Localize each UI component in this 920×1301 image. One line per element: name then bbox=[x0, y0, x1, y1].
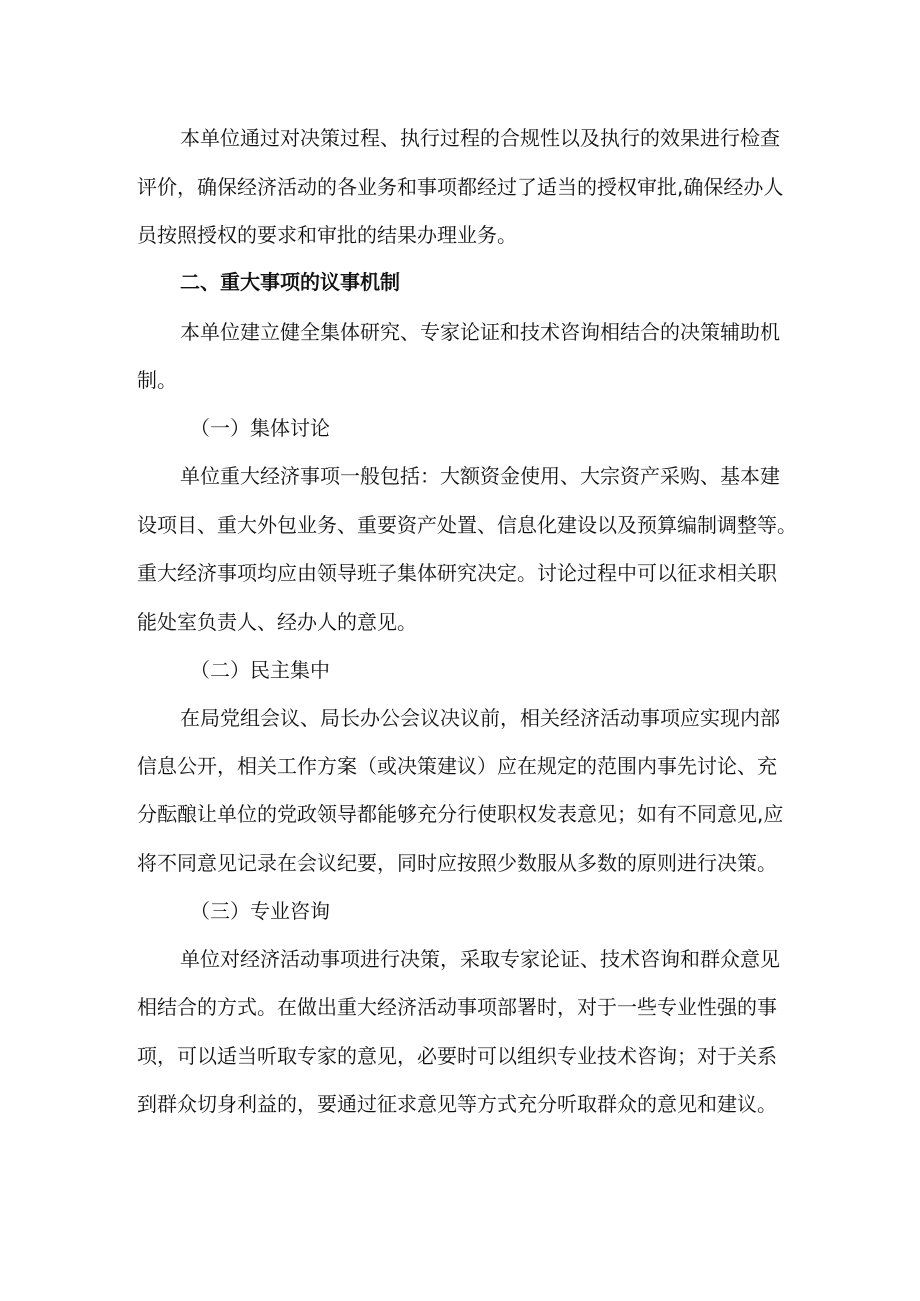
paragraph-line: 将不同意见记录在会议纪要，同时应按照少数服从多数的原则进行决策。 bbox=[137, 851, 777, 875]
paragraph-line: 本单位通过对决策过程、执行过程的合规性以及执行的效果进行检查 bbox=[180, 126, 780, 150]
section-heading: 二、重大事项的议事机制 bbox=[180, 270, 400, 294]
paragraph-line: 单位重大经济事项一般包括：大额资金使用、大宗资产采购、基本建 bbox=[180, 464, 780, 488]
subsection-title: （一）集体讨论 bbox=[190, 416, 330, 440]
subsection-title: （三）专业咨询 bbox=[190, 899, 330, 923]
paragraph-line: 到群众切身利益的，要通过征求意见等方式充分听取群众的意见和建议。 bbox=[137, 1092, 777, 1116]
paragraph-line: 制。 bbox=[137, 368, 177, 392]
paragraph-line: 员按照授权的要求和审批的结果办理业务。 bbox=[137, 223, 517, 247]
paragraph-line: 设项目、重大外包业务、重要资产处置、信息化建设以及预算编制调整等。 bbox=[137, 513, 797, 537]
paragraph-line: 本单位建立健全集体研究、专家论证和技术咨询相结合的决策辅助机 bbox=[180, 320, 780, 344]
paragraph-line: 相结合的方式。在做出重大经济活动事项部署时，对于一些专业性强的事 bbox=[137, 995, 777, 1019]
paragraph-line: 能处室负责人、经办人的意见。 bbox=[137, 610, 417, 634]
paragraph-line: 信息公开，相关工作方案（或决策建议）应在规定的范围内事先讨论、充 bbox=[137, 754, 777, 778]
paragraph-line: 重大经济事项均应由领导班子集体研究决定。讨论过程中可以征求相关职 bbox=[137, 561, 777, 585]
paragraph-line: 项，可以适当听取专家的意见，必要时可以组织专业技术咨询；对于关系 bbox=[137, 1044, 777, 1068]
paragraph-line: 分酝酿让单位的党政领导都能够充分行使职权发表意见；如有不同意见,应 bbox=[137, 802, 784, 826]
paragraph-line: 在局党组会议、局长办公会议决议前，相关经济活动事项应实现内部 bbox=[180, 706, 780, 730]
paragraph-line: 单位对经济活动事项进行决策，采取专家论证、技术咨询和群众意见 bbox=[180, 947, 780, 971]
subsection-title: （二）民主集中 bbox=[190, 658, 330, 682]
paragraph-line: 评价，确保经济活动的各业务和事项都经过了适当的授权审批,确保经办人 bbox=[137, 175, 784, 199]
